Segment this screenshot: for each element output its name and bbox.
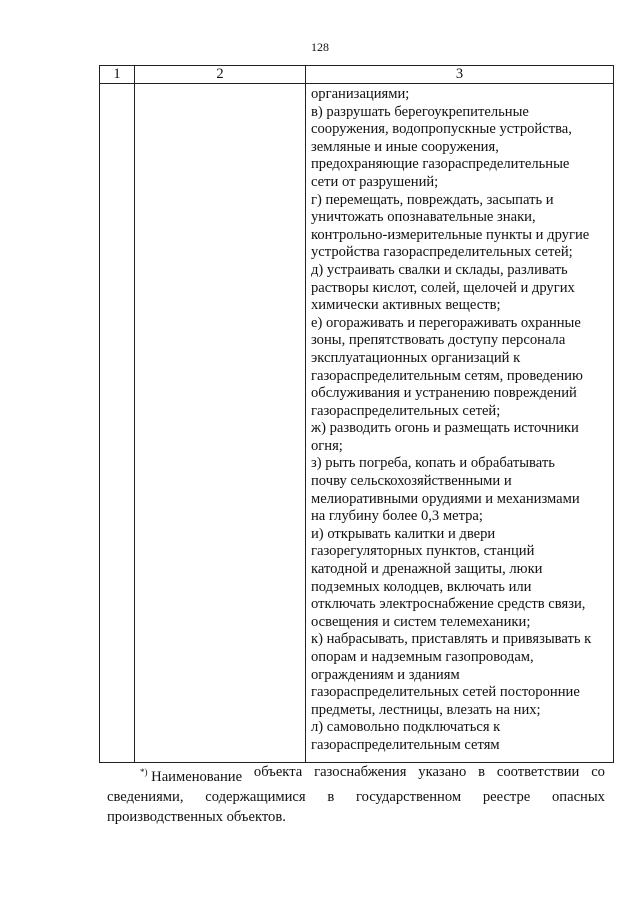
restrictions-table — [99, 65, 614, 763]
footnote-word: объекта — [253, 764, 303, 780]
text-line: обслуживания и устранению повреждений — [311, 385, 577, 402]
footnote-word: государственном — [355, 789, 462, 805]
column-header-2: 2 — [135, 66, 306, 84]
cell-column-1 — [100, 84, 135, 763]
text-line: газораспределительных сетей; — [311, 402, 501, 419]
text-line: организациями; — [311, 86, 410, 102]
text-line: мелиоративными орудиями и механизмами — [311, 490, 580, 507]
footnote-word: содержащимися — [205, 789, 306, 805]
text-line: газораспределительным сетям, проведению — [311, 367, 583, 384]
text-line: ограждениям и зданиям — [311, 666, 460, 683]
footnote-word: в — [327, 789, 335, 805]
footnote-marker: *) — [140, 767, 148, 777]
footnote-word: газоснабжения — [314, 764, 407, 780]
footnote-word: Наименование — [151, 769, 243, 785]
column-header-3: 3 — [306, 66, 614, 84]
text-line: огня; — [311, 437, 343, 454]
footnote-line-2 — [107, 787, 605, 807]
text-line: опорам и надземным газопроводам, — [311, 649, 534, 665]
table-header-row — [100, 66, 614, 84]
footnote-word: указано — [418, 764, 467, 780]
text-line: и) открывать калитки и двери — [311, 525, 496, 542]
text-line: сети от разрушений; — [311, 173, 439, 190]
text-line: е) огораживать и перегораживать охранные — [311, 314, 581, 331]
text-line: устройства газораспределительных сетей; — [311, 244, 573, 261]
footnote-word: со — [591, 764, 605, 780]
footnote-word: реестре — [482, 789, 531, 805]
text-line: освещения и систем телемеханики; — [311, 613, 531, 630]
text-line: химически активных веществ; — [311, 297, 501, 314]
text-line: катодной и дренажной защиты, люки — [311, 561, 543, 578]
text-line: г) перемещать, повреждать, засыпать и — [311, 191, 554, 208]
page-number: 128 — [311, 40, 329, 54]
text-line: эксплуатационных организаций к — [311, 349, 521, 366]
text-line: подземных колодцев, включать или — [311, 578, 532, 595]
text-line: растворы кислот, солей, щелочей и других — [311, 279, 575, 296]
text-line: сооружения, водопропускные устройства, — [311, 121, 572, 138]
footnote — [107, 762, 605, 827]
cell-column-2 — [135, 84, 306, 763]
text-line: газорегуляторных пунктов, станций — [311, 543, 535, 560]
text-line: газораспределительным сетям — [311, 736, 500, 753]
footnote-word: соответствии — [496, 764, 580, 780]
text-line: д) устраивать свалки и склады, разливать — [311, 261, 568, 278]
footnote-word: сведениями, — [107, 789, 184, 805]
text-line: предметы, лестницы, влезать на них; — [311, 701, 541, 718]
text-line: отключать электроснабжение средств связи, — [311, 596, 586, 613]
text-line: к) набрасывать, приставлять и привязывать к — [311, 631, 592, 648]
column-header-1: 1 — [100, 66, 135, 84]
text-line: уничтожать опознавательные знаки, — [311, 209, 536, 226]
footnote-line-3: производственных объектов. — [107, 809, 286, 825]
table-row — [100, 84, 614, 763]
text-line: зоны, препятствовать доступу персонала — [311, 332, 566, 349]
footnote-lead — [140, 762, 242, 787]
footnote-word: опасных — [552, 789, 605, 805]
text-line: земляные и иные сооружения, — [311, 138, 499, 155]
text-line: на глубину более 0,3 метра; — [311, 508, 483, 525]
text-line: з) рыть погреба, копать и обрабатывать — [311, 455, 555, 472]
cell-column-3 — [306, 84, 614, 763]
text-line: в) разрушать берегоукрепительные — [311, 103, 529, 120]
text-line: газораспределительных сетей посторонние — [311, 684, 580, 701]
text-line: почву сельскохозяйственными и — [311, 473, 512, 490]
text-line: ж) разводить огонь и размещать источники — [311, 420, 579, 437]
text-line: предохраняющие газораспределительные — [311, 156, 570, 173]
text-line: контрольно-измерительные пункты и другие — [311, 226, 590, 243]
footnote-line-1 — [107, 762, 605, 787]
footnote-word: в — [478, 764, 486, 780]
text-line: л) самовольно подключаться к — [311, 719, 501, 736]
